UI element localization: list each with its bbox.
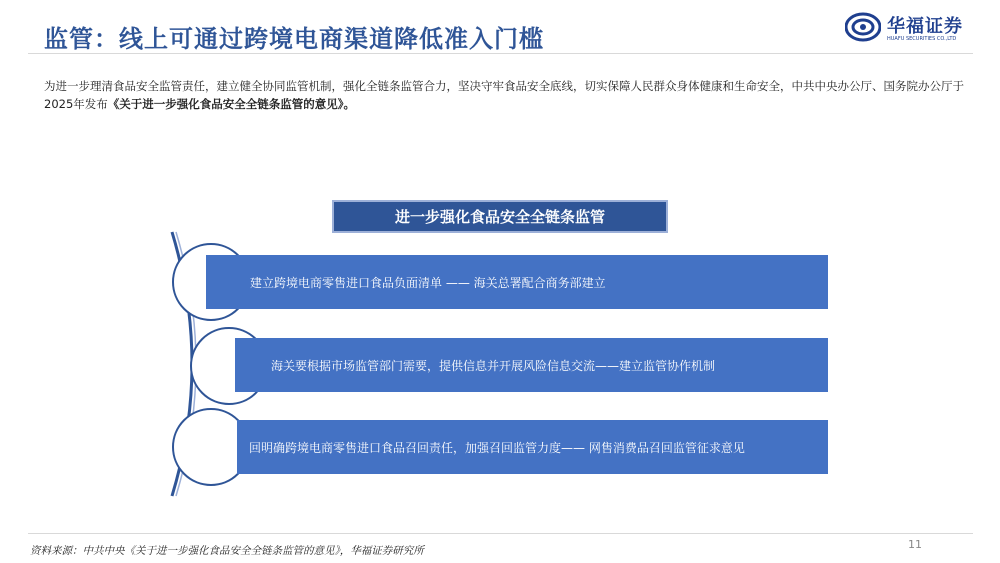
intro-text: 为进一步理清食品安全监管责任，建立健全协同监管机制，强化全链条监管合力，坚决守牢食品安全底线，切实保障人民群众身体健康和生命安全，中共中央办公厅、国务院办公厅于2025年发布	[44, 79, 964, 111]
intro-paragraph	[44, 77, 964, 113]
logo-name-en: HUAFU SECURITIES CO.,LTD	[887, 36, 957, 42]
footer-divider	[28, 533, 973, 534]
diagram-item-3: 回明确跨境电商零售进口食品召回责任，加强召回监管力度—— 网售消费品召回监管征求意见	[237, 420, 828, 474]
source-note: 资料来源：中共中央《关于进一步强化食品安全全链条监管的意见》，华福证券研究所	[30, 545, 424, 557]
logo-name-cn: 华福证券	[887, 16, 963, 37]
diagram-item-1: 建立跨境电商零售进口食品负面清单 —— 海关总署配合商务部建立	[206, 255, 828, 309]
intro-document-title: 《关于进一步强化食品安全全链条监管的意见》。	[107, 97, 356, 111]
page-title: 监管：线上可通过跨境电商渠道降低准入门槛	[44, 25, 544, 53]
company-logo	[845, 10, 975, 46]
diagram-item-2: 海关要根据市场监管部门需要，提供信息并开展风险信息交流——建立监管协作机制	[235, 338, 828, 392]
page-number: 11	[908, 538, 922, 551]
company-logo-icon	[845, 12, 881, 42]
diagram-header: 进一步强化食品安全全链条监管	[334, 202, 666, 231]
title-divider	[28, 53, 973, 54]
